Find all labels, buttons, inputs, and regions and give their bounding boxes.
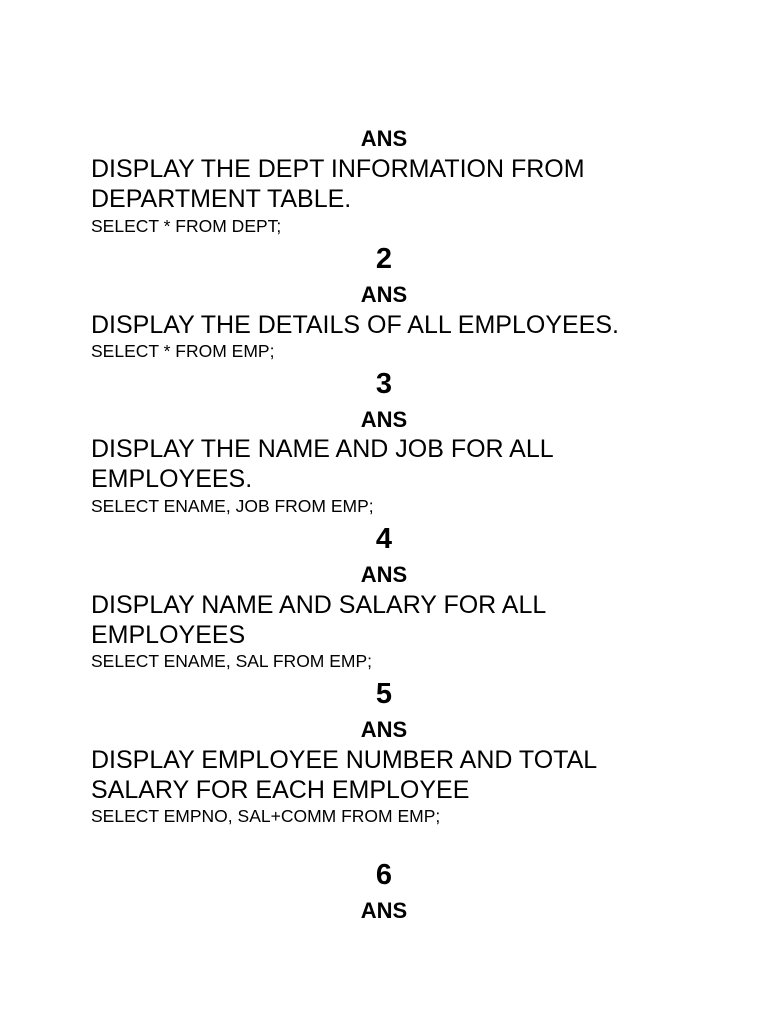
question-text: DISPLAY THE NAME AND JOB FOR ALL EMPLOYEES. [91,435,554,493]
question-text: DISPLAY NAME AND SALARY FOR ALL EMPLOYEES [91,591,547,649]
ans-label: ANS [360,407,408,432]
sql-query: SELECT * FROM EMP; [91,341,275,361]
question-number: 6 [375,859,393,891]
sql-query: SELECT * FROM DEPT; [91,216,282,236]
question-number: 2 [375,243,393,275]
sql-query: SELECT EMPNO, SAL+COMM FROM EMP; [91,806,441,826]
question-text: DISPLAY EMPLOYEE NUMBER AND TOTAL SALARY FOR EACH EMPLOYEE [91,746,598,804]
question-text: DISPLAY THE DETAILS OF ALL EMPLOYEES. [91,311,619,339]
question-number: 4 [375,523,393,555]
ans-label: ANS [360,898,408,923]
question-number: 3 [375,368,393,400]
sql-query: SELECT ENAME, SAL FROM EMP; [91,651,373,671]
ans-label: ANS [360,126,408,151]
question-text: DISPLAY THE DEPT INFORMATION FROM DEPARTMENT TABLE. [91,155,585,213]
ans-label: ANS [360,562,408,587]
sql-query: SELECT ENAME, JOB FROM EMP; [91,496,374,516]
question-number: 5 [375,678,393,710]
ans-label: ANS [360,717,408,742]
ans-label: ANS [360,282,408,307]
